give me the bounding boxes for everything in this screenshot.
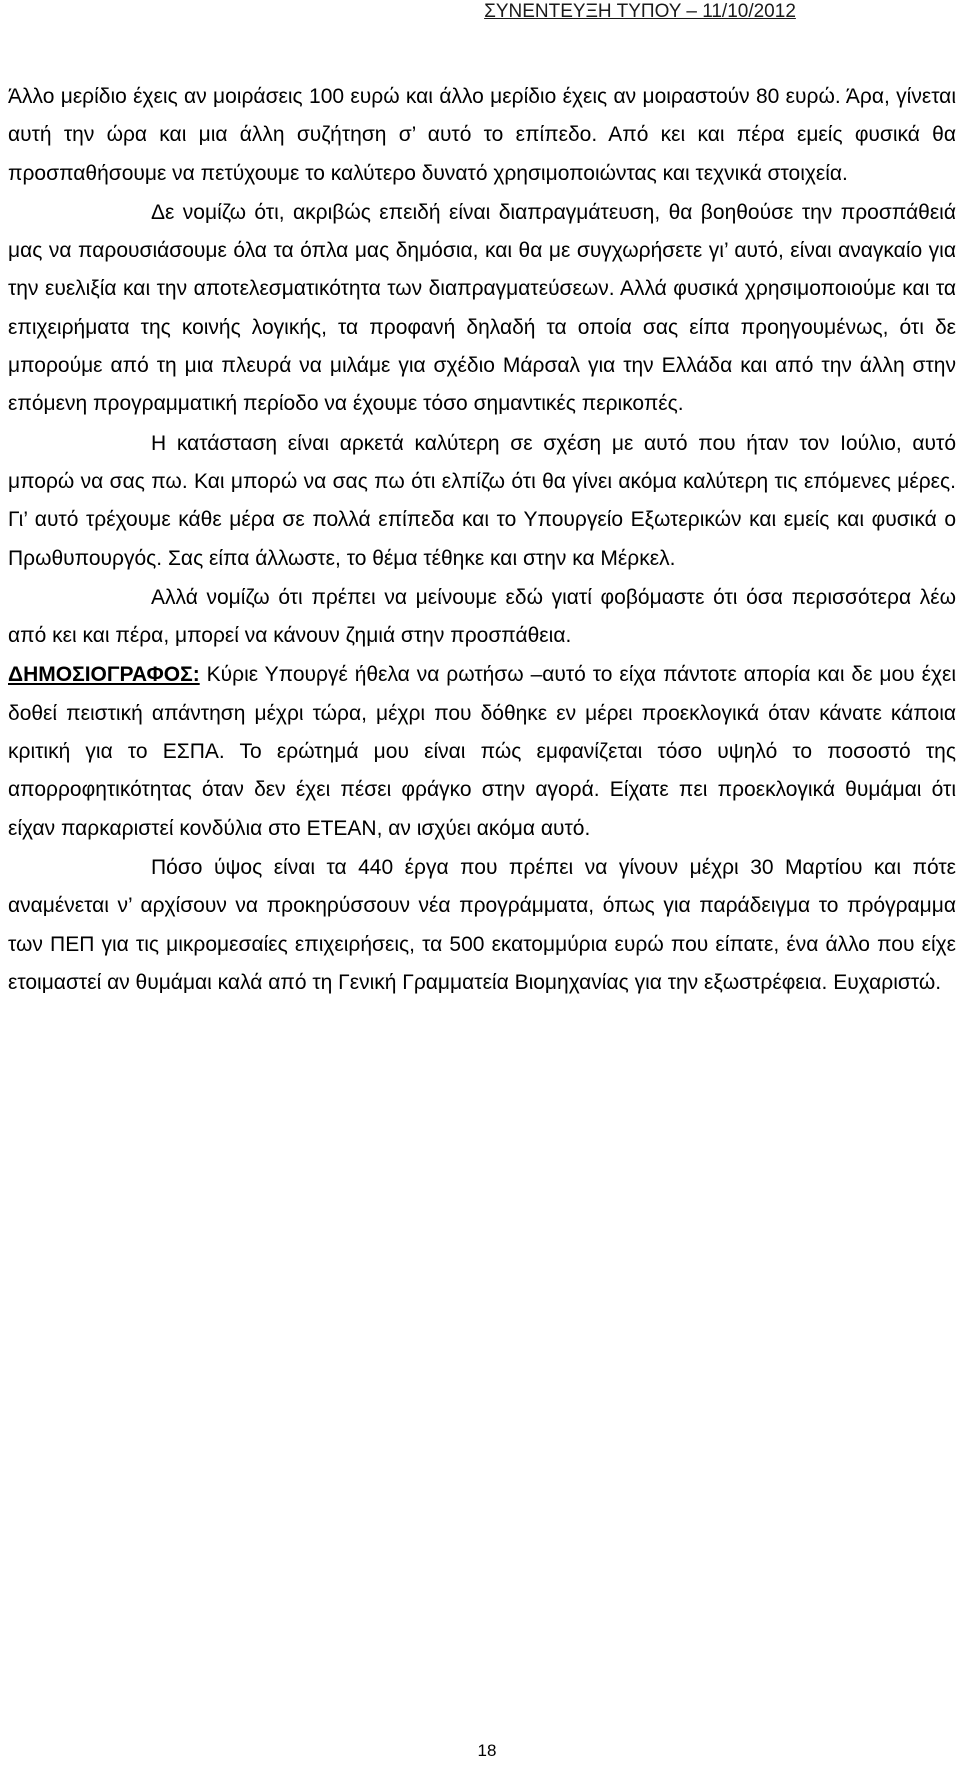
paragraph-6: Πόσο ύψος είναι τα 440 έργα που πρέπει να γίνουν μέχρι 30 Μαρτίου και πότε αναμένεται ν’ αρχίσουν να προκηρύσσουν νέα προγράμματα, όπως για παράδειγμα το πρόγραμμα των ΠΕΠ για τις μικρομεσαίες επιχειρήσεις, τα 500 εκατομμύρια ευρώ που είπατε, ένα άλλο που είχε ετοιμαστεί αν θυμάμαι καλά από τη Γενική Γραμματεία Βιομηχανίας για την εξωστρέφεια. Ευχαριστώ. bbox=[8, 855, 956, 994]
paragraph-2: Δε νομίζω ότι, ακριβώς επειδή είναι διαπραγμάτευση, θα βοηθούσε την προσπάθειά μας να παρουσιάσουμε όλα τα όπλα μας δημόσια, και θα με συγχωρήσετε γι’ αυτό, είναι αναγκαίο για την ευελιξία και την αποτελεσματικότητα των διαπραγματεύσεων. Αλλά φυσικά χρησιμοποιούμε και τα επιχειρήματα της κοινής λογικής, τα προφανή δηλαδή τα οποία σας είπα προηγουμένως, ότι δε μπορούμε από τη μια πλευρά να μιλάμε για σχέδιο Μάρσαλ για την Ελλάδα και από την άλλη στην επόμενη προγραμματική περίοδο να έχουμε τόσο σημαντικές περικοπές. bbox=[8, 200, 956, 416]
document-body bbox=[8, 78, 956, 1002]
paragraph-1: Άλλο μερίδιο έχεις αν μοιράσεις 100 ευρώ και άλλο μερίδιο έχεις αν μοιραστούν 80 ευρώ. Άρα, γίνεται αυτή την ώρα και μια άλλη συζήτηση σ’ αυτό το επίπεδο. Από κει και πέρα εμείς φυσικά θα προσπαθήσουμε να πετύχουμε το καλύτερο δυνατό χρησιμοποιώντας και τεχνικά στοιχεία. bbox=[8, 85, 956, 185]
paragraph-3: Η κατάσταση είναι αρκετά καλύτερη σε σχέση με αυτό που ήταν τον Ιούλιο, αυτό μπορώ να σας πω. Και μπορώ να σας πω ότι ελπίζω ότι θα γίνει ακόμα καλύτερη τις επόμενες μέρες. Γι’ αυτό τρέχουμε κάθε μέρα σε πολλά επίπεδα και το Υπουργείο Εξωτερικών και εμείς και φυσικά ο Πρωθυπουργός. Σας είπα άλλωστε, το θέμα τέθηκε και στην κα Μέρκελ. bbox=[8, 431, 956, 570]
page-header bbox=[0, 0, 960, 26]
question-text: Κύριε Υπουργέ ήθελα να ρωτήσω –αυτό το είχα πάντοτε απορία και δε μου έχει δοθεί πειστική απάντηση μέχρι τώρα, μέχρι που δόθηκε εν μέρει προεκλογικά όταν κάνατε κάποια κριτική για το ΕΣΠΑ. Το ερώτημά μου είναι πώς εμφανίζεται τόσο υψηλό το ποσοστό της απορροφητικότητας όταν δεν έχει πέσει φράγκο στην αγορά. Είχατε πει προεκλογικά θυμάμαι ότι είχαν παρκαριστεί κονδύλια στο ΕΤΕΑΝ, αν ισχύει ακόμα αυτό. bbox=[8, 663, 956, 840]
document-title: ΣΥΝΕΝΤΕΥΞΗ ΤΥΠΟΥ – 11/10/2012 bbox=[484, 1, 796, 22]
speaker-label: ΔΗΜΟΣΙΟΓΡΑΦΟΣ: bbox=[8, 663, 200, 687]
page-number bbox=[0, 1741, 960, 1761]
page-number-text: 18 bbox=[477, 1741, 497, 1760]
paragraph-4: Αλλά νομίζω ότι πρέπει να μείνουμε εδώ γιατί φοβόμαστε ότι όσα περισσότερα λέω από κει και πέρα, μπορεί να κάνουν ζημιά στην προσπάθεια. bbox=[8, 585, 956, 648]
journalist-question bbox=[8, 656, 956, 847]
